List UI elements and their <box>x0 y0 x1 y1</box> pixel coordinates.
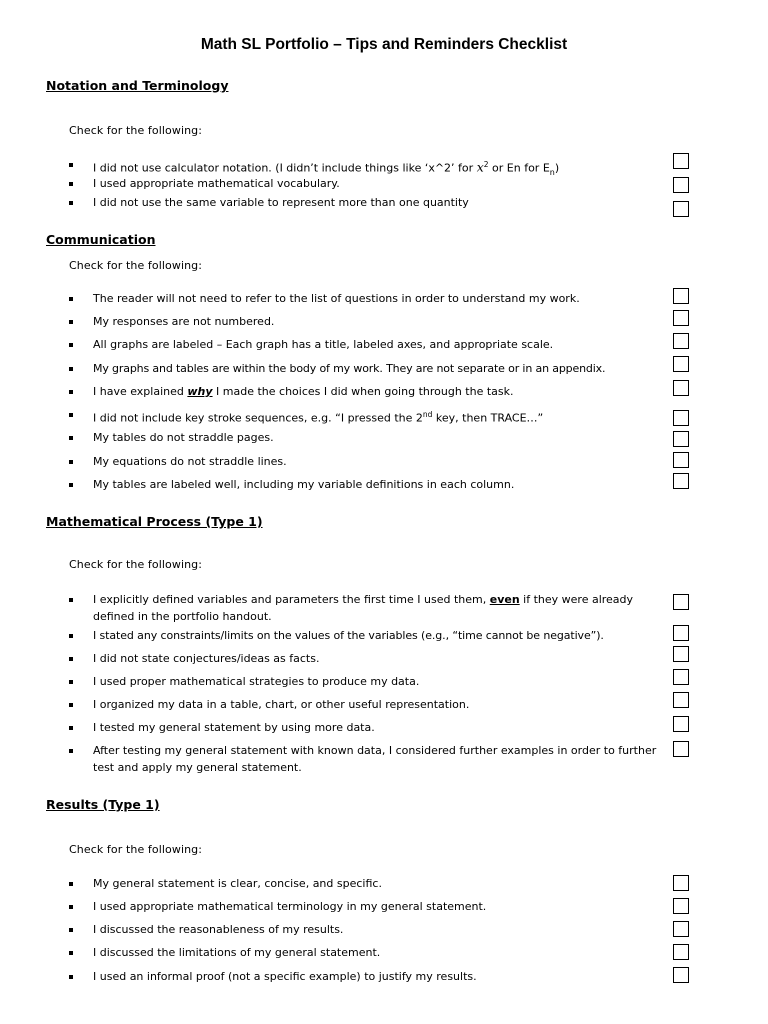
bullet-icon <box>69 680 73 684</box>
checkbox[interactable] <box>673 452 689 468</box>
bullet-icon <box>69 882 73 886</box>
item-text: After testing my general statement with known data, I considered further examples in order to further test and apply my general statement. <box>93 744 657 774</box>
bullet-icon <box>69 726 73 730</box>
bullet-icon <box>69 598 73 602</box>
page-title: Math SL Portfolio – Tips and Reminders Checklist <box>200 36 568 53</box>
bullet-icon <box>69 163 73 167</box>
bullet-icon <box>69 413 73 417</box>
bullet-icon <box>69 951 73 955</box>
checkbox[interactable] <box>673 898 689 914</box>
item-text: I explicitly defined variables and parameters the first time I used them, even if they were already defined in the portfolio handout. <box>93 593 634 623</box>
bullet-icon <box>69 928 73 932</box>
checkbox[interactable] <box>673 716 689 732</box>
checkbox[interactable] <box>673 153 689 169</box>
item-text: I organized my data in a table, chart, or other useful representation. <box>93 698 470 711</box>
item-text: I used proper mathematical strategies to produce my data. <box>93 675 420 688</box>
checkbox[interactable] <box>673 625 689 641</box>
section-heading-communication: Communication <box>46 232 156 247</box>
item-text: I used appropriate mathematical terminology in my general statement. <box>93 900 487 913</box>
checkbox[interactable] <box>673 473 689 489</box>
bullet-icon <box>69 905 73 909</box>
bullet-icon <box>69 390 73 394</box>
section-heading-results: Results (Type 1) <box>46 797 160 812</box>
item-text: I stated any constraints/limits on the values of the variables (e.g., “time cannot be negative”). <box>93 629 604 642</box>
check-for-label: Check for the following: <box>69 124 203 137</box>
checkbox[interactable] <box>673 380 689 396</box>
check-for-label: Check for the following: <box>69 843 203 856</box>
bullet-icon <box>69 483 73 487</box>
checkbox[interactable] <box>673 310 689 326</box>
item-text: My tables do not straddle pages. <box>93 431 274 444</box>
section-heading-notation: Notation and Terminology <box>46 78 229 93</box>
bullet-icon <box>69 749 73 753</box>
item-text: I did not use calculator notation. (I didn’t include things like ‘x^2’ for $x^2$ or En for $E_n$) <box>93 159 560 177</box>
bullet-icon <box>69 703 73 707</box>
item-text: My general statement is clear, concise, and specific. <box>93 877 382 890</box>
checkbox[interactable] <box>673 356 689 372</box>
item-text: I used an informal proof (not a specific example) to justify my results. <box>93 970 477 983</box>
checkbox[interactable] <box>673 741 689 757</box>
item-text: I discussed the limitations of my general statement. <box>93 946 381 959</box>
bullet-icon <box>69 320 73 324</box>
bullet-icon <box>69 297 73 301</box>
item-text: I tested my general statement by using more data. <box>93 721 375 734</box>
item-text: I did not include key stroke sequences, e.g. “I pressed the 2nd key, then TRACE…” <box>93 410 544 425</box>
checkbox[interactable] <box>673 431 689 447</box>
checkbox[interactable] <box>673 201 689 217</box>
item-text: My responses are not numbered. <box>93 315 275 328</box>
item-text: I have explained why I made the choices I did when going through the task. <box>93 385 514 398</box>
item-text: The reader will not need to refer to the list of questions in order to understand my work. <box>93 292 580 305</box>
checkbox[interactable] <box>673 177 689 193</box>
checkbox[interactable] <box>673 692 689 708</box>
checkbox[interactable] <box>673 594 689 610</box>
bullet-icon <box>69 975 73 979</box>
item-text: My equations do not straddle lines. <box>93 455 287 468</box>
item-text: I used appropriate mathematical vocabulary. <box>93 177 340 190</box>
checkbox[interactable] <box>673 944 689 960</box>
checkbox[interactable] <box>673 875 689 891</box>
checkbox[interactable] <box>673 288 689 304</box>
bullet-icon <box>69 436 73 440</box>
checkbox[interactable] <box>673 921 689 937</box>
check-for-label: Check for the following: <box>69 259 203 272</box>
check-for-label: Check for the following: <box>69 558 203 571</box>
bullet-icon <box>69 657 73 661</box>
bullet-icon <box>69 634 73 638</box>
checkbox[interactable] <box>673 410 689 426</box>
item-text: All graphs are labeled – Each graph has a title, labeled axes, and appropriate scale. <box>93 338 554 351</box>
checkbox[interactable] <box>673 646 689 662</box>
item-text: I did not state conjectures/ideas as facts. <box>93 652 320 665</box>
checkbox[interactable] <box>673 669 689 685</box>
checkbox[interactable] <box>673 967 689 983</box>
item-text: I discussed the reasonableness of my results. <box>93 923 344 936</box>
section-heading-process: Mathematical Process (Type 1) <box>46 514 263 529</box>
checkbox[interactable] <box>673 333 689 349</box>
bullet-icon <box>69 460 73 464</box>
bullet-icon <box>69 343 73 347</box>
bullet-icon <box>69 182 73 186</box>
item-text: My tables are labeled well, including my variable definitions in each column. <box>93 478 515 491</box>
bullet-icon <box>69 201 73 205</box>
bullet-icon <box>69 367 73 371</box>
item-text: I did not use the same variable to represent more than one quantity <box>93 196 469 209</box>
item-text: My graphs and tables are within the body of my work. They are not separate or in an appendix. <box>93 362 606 375</box>
